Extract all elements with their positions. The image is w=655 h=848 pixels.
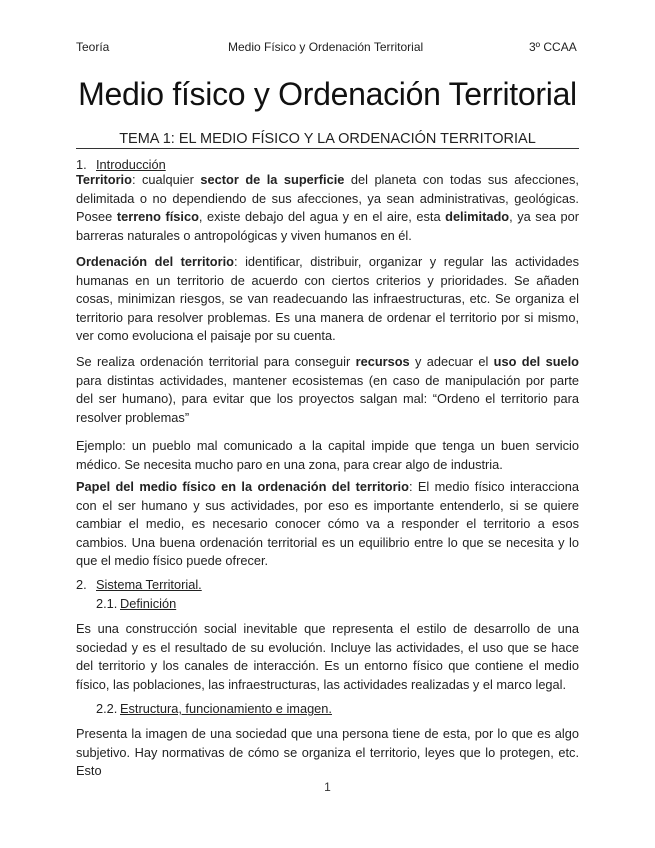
paragraph-ejemplo: Ejemplo: un pueblo mal comunicado a la capital impide que tenga un buen servicio médico. Se necesita mucho paro en una zona, para crear algo de industria.: [76, 438, 579, 472]
subsection-estructura: [96, 700, 332, 719]
subsection-title: Definición: [120, 596, 177, 611]
subsection-number: 2.2.: [96, 701, 118, 716]
section-title: Sistema Territorial.: [96, 577, 202, 592]
header-right: 3º CCAA: [529, 40, 577, 54]
header-center: Medio Físico y Ordenación Territorial: [228, 40, 424, 54]
paragraph-papel: [76, 478, 579, 571]
subsection-number: 2.1.: [96, 596, 118, 611]
subsection-definicion: [96, 595, 176, 614]
page-title: Medio físico y Ordenación Territorial: [78, 76, 577, 112]
paragraph-territorio: [76, 171, 579, 245]
term-sector: sector de la superficie: [200, 172, 345, 187]
term-terreno: terreno físico: [116, 209, 199, 225]
text-run: para distintas actividades, mantener ecosistemas (en caso de manipulación por parte del ser humano), para evitar que los proyectos salgan mal: “Ordeno el territorio para resolver problemas”: [76, 372, 579, 425]
subsection-title: Estructura, funcionamiento e imagen.: [120, 701, 332, 716]
text-run: del planeta con todas sus afecciones, delimitada o no dependiendo de sus afecciones, ya sean administrativas, geológicas. Posee: [76, 172, 579, 225]
text-run: , existe debajo del agua y en el aire, esta: [198, 209, 446, 225]
paragraph-recursos: [76, 353, 579, 427]
paragraph-definicion: Es una construcción social inevitable que representa el estilo de desarrollo de una sociedad y es el resultado de su evolución. Incluye las actividades, el uso que se hace del territorio y los canales de interacción. Es un entorno físico que contiene el medio físico, las poblaciones, las infraestructuras, las actividades realizadas y el marco legal.: [76, 621, 579, 692]
text-run: , ya sea por barreras naturales o antropológicas y viven humanos en él.: [76, 209, 579, 243]
section-number: 1.: [76, 157, 87, 172]
term-papel: Papel del medio físico en la ordenación del territorio: [76, 479, 409, 494]
paragraph-imagen: Presenta la imagen de una sociedad que una persona tiene de esta, por lo que es algo subjetivo. Hay normativas de cómo se organiza el territorio, leyes que lo protegen, etc. Esto: [76, 726, 579, 779]
term-delimitado: delimitado: [445, 209, 510, 225]
text-run: y adecuar el: [409, 354, 494, 369]
text-run: Se realiza ordenación territorial para conseguir: [76, 354, 356, 369]
text-run: : cualquier: [131, 172, 201, 187]
tema-heading: TEMA 1: EL MEDIO FÍSICO Y LA ORDENACIÓN TERRITORIAL: [76, 131, 579, 149]
section-number: 2.: [76, 577, 87, 592]
term-ordenacion: Ordenación del territorio: [76, 254, 234, 269]
term-territorio: Territorio: [76, 172, 132, 187]
page-number: 1: [324, 780, 331, 794]
paragraph-ordenacion: [76, 253, 579, 346]
section-title: Introducción: [96, 157, 166, 172]
header-left: Teoría: [76, 40, 110, 54]
text-run: : El medio físico interacciona con el ser humano y sus actividades, por eso es importante entenderlo, si se quiere cambiar el medio, es necesario conocer cómo va a responder el territorio a esos cambios. Una buena ordenación territorial es un equilibrio entre lo que se necesita y lo que el medio físico puede ofrecer.: [76, 479, 579, 569]
section-sistema-territorial: [76, 576, 202, 595]
term-recursos: recursos: [355, 354, 410, 369]
text-run: : identificar, distribuir, organizar y regular las actividades humanas en un territorio de acuerdo con ciertos criterios y prioridades. Se añaden cosas, minimizan riesgos, se van readecuando las infraestructuras, etc. Se organiza el territorio para resolver problemas. Es una manera de ordenar el territorio por si mismo, ver como evoluciona el paisaje por su cuenta.: [76, 254, 579, 344]
term-uso-suelo: uso del suelo: [493, 354, 580, 369]
